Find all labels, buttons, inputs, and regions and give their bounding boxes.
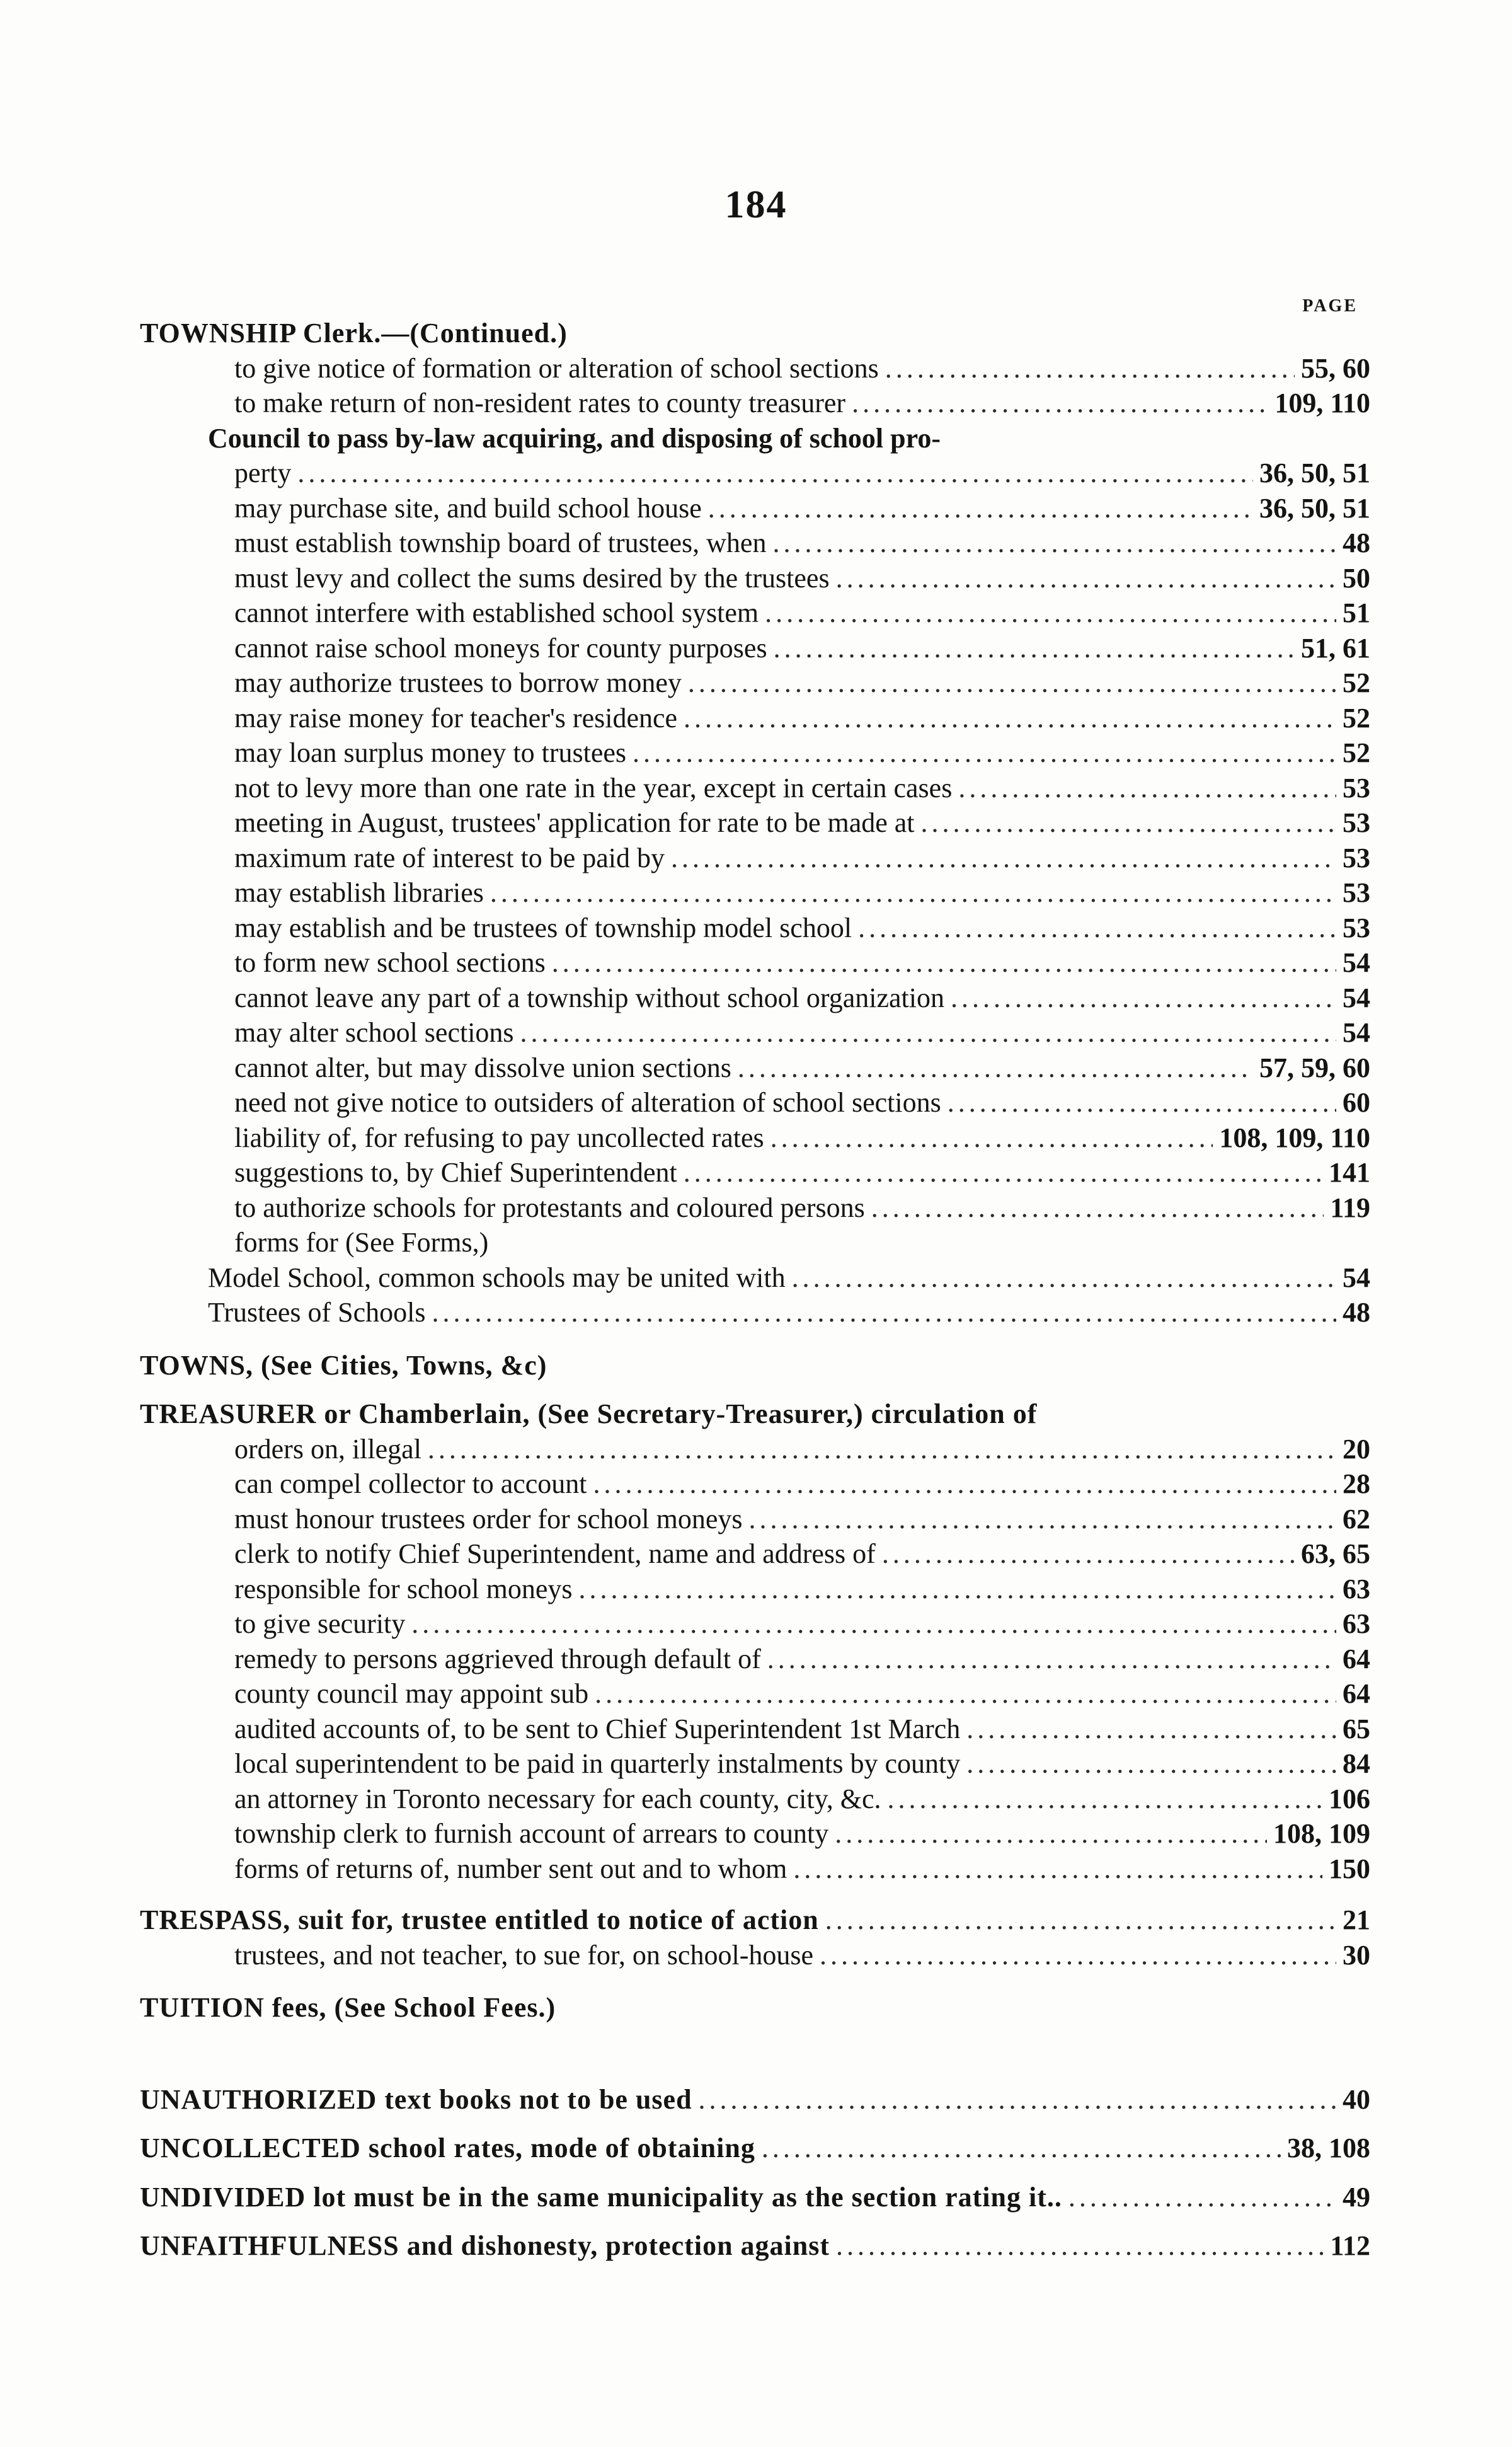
- treasurer-entry: [234, 1501, 1370, 1538]
- page-reference: 57, 59, 60: [1259, 1052, 1370, 1083]
- trustees-entry: [208, 1294, 1370, 1331]
- leader-dots: [836, 2228, 1324, 2264]
- leader-dots: [765, 595, 1336, 631]
- council-entry: [234, 805, 1370, 841]
- treasurer-entry: [234, 1816, 1370, 1852]
- entry-text: forms of returns of, number sent out and to whom: [234, 1853, 788, 1884]
- page-reference: 150: [1329, 1853, 1370, 1884]
- council-entry: [234, 700, 1370, 737]
- entry-text: meeting in August, trustees' application for rate to be made at: [234, 807, 915, 838]
- section-heading-trespass: [140, 1902, 1370, 1938]
- council-entry: [234, 630, 1370, 667]
- leader-dots: [762, 2130, 1281, 2167]
- entry-text: cannot leave any part of a township without school organization: [234, 982, 945, 1013]
- page-reference: 30: [1343, 1939, 1370, 1971]
- entry-text: can compel collector to account: [234, 1468, 587, 1499]
- leader-dots: [793, 1851, 1322, 1887]
- leader-dots: [708, 490, 1253, 527]
- treasurer-entry: [234, 1746, 1370, 1782]
- page-reference: 54: [1343, 1262, 1370, 1293]
- entry-text: to form new school sections: [234, 947, 546, 978]
- council-entry: [234, 840, 1370, 877]
- township-clerk-entry: [234, 350, 1370, 387]
- u-section-entry: [140, 2081, 1370, 2118]
- leader-dots: [772, 525, 1336, 561]
- section-heading-treasurer: [140, 1396, 1037, 1432]
- entry-text: TOWNSHIP Clerk.—(Continued.): [140, 318, 568, 348]
- entry-text: cannot interfere with established school system: [234, 597, 759, 628]
- page-reference: 53: [1343, 772, 1370, 803]
- council-heading-line: [208, 420, 941, 457]
- page-reference: 48: [1343, 1297, 1370, 1328]
- leader-dots: [490, 875, 1336, 911]
- leader-dots: [951, 980, 1336, 1016]
- entry-text: cannot raise school moneys for county purposes: [234, 632, 767, 664]
- page-reference: 54: [1343, 982, 1370, 1013]
- page-reference: 62: [1343, 1503, 1370, 1534]
- leader-dots: [887, 1781, 1322, 1817]
- leader-dots: [520, 1015, 1336, 1051]
- page-reference: 48: [1343, 527, 1370, 558]
- entry-text: Trustees of Schools: [208, 1297, 426, 1328]
- page-reference: 20: [1343, 1433, 1370, 1465]
- page-reference: 64: [1343, 1643, 1370, 1674]
- leader-dots: [428, 1431, 1336, 1468]
- council-entry: [234, 1190, 1370, 1226]
- leader-dots: [552, 945, 1336, 981]
- u-section-entry: [140, 2179, 1370, 2216]
- council-entry: [234, 945, 1370, 981]
- leader-dots: [593, 1466, 1336, 1502]
- entry-text: Model School, common schools may be united with: [208, 1262, 786, 1293]
- page-reference: 53: [1343, 842, 1370, 873]
- entry-text: may loan surplus money to trustees: [234, 737, 627, 768]
- entry-text: need not give notice to outsiders of alteration of school sections: [234, 1087, 941, 1118]
- council-entry: [234, 910, 1370, 947]
- entry-text: maximum rate of interest to be paid by: [234, 842, 665, 873]
- page-reference: 109, 110: [1274, 388, 1370, 418]
- page-reference: 52: [1343, 667, 1370, 698]
- page-reference: 36, 50, 51: [1259, 458, 1370, 488]
- entry-text: orders on, illegal: [234, 1433, 421, 1465]
- entry-text: must establish township board of trustees, when: [234, 527, 767, 558]
- treasurer-entry: [234, 1781, 1370, 1817]
- page-reference: 63: [1343, 1608, 1370, 1639]
- entry-text: TUITION fees, (See School Fees.): [140, 1992, 556, 2023]
- leader-dots: [871, 1190, 1324, 1226]
- leader-dots: [767, 1641, 1336, 1678]
- leader-dots: [852, 385, 1268, 422]
- page-reference: 65: [1343, 1713, 1370, 1744]
- leader-dots: [774, 630, 1295, 667]
- page-reference: 28: [1343, 1468, 1370, 1499]
- leader-dots: [882, 1536, 1295, 1572]
- council-entry: [234, 1154, 1370, 1191]
- entry-text: trustees, and not teacher, to sue for, on school-house: [234, 1939, 813, 1971]
- page-reference: 54: [1343, 947, 1370, 978]
- council-entry: [234, 560, 1370, 597]
- council-forms-line: [234, 1224, 488, 1261]
- entry-text: cannot alter, but may dissolve union sections: [234, 1052, 731, 1083]
- page-column-label: PAGE: [1302, 296, 1358, 316]
- page-reference: 119: [1330, 1192, 1370, 1223]
- leader-dots: [921, 805, 1336, 841]
- council-entry: [234, 1015, 1370, 1051]
- page-reference: 50: [1343, 562, 1370, 594]
- treasurer-entry: [234, 1676, 1370, 1712]
- page-reference: 108, 109, 110: [1219, 1122, 1370, 1153]
- entry-text: to give notice of formation or alteration of school sections: [234, 352, 879, 384]
- page-reference: 112: [1330, 2230, 1370, 2261]
- trespass-entry: [234, 1937, 1370, 1974]
- entry-text: not to levy more than one rate in the year, except in certain cases: [234, 772, 953, 803]
- section-heading-towns: [140, 1347, 547, 1384]
- entry-text: to give security: [234, 1608, 406, 1639]
- leader-dots: [699, 2081, 1336, 2118]
- entry-text: UNDIVIDED lot must be in the same municipality as the section rating it..: [140, 2181, 1062, 2213]
- treasurer-entry: [234, 1711, 1370, 1747]
- page-reference: 51: [1343, 597, 1370, 628]
- page-reference: 51, 61: [1301, 632, 1370, 664]
- leader-dots: [595, 1676, 1336, 1712]
- council-entry: [234, 1120, 1370, 1156]
- entry-text: may authorize trustees to borrow money: [234, 667, 682, 698]
- page-reference: 52: [1343, 702, 1370, 734]
- entry-text: UNCOLLECTED school rates, mode of obtaining: [140, 2133, 755, 2163]
- council-entry: [234, 490, 1370, 527]
- leader-dots: [1068, 2179, 1336, 2216]
- leader-dots: [858, 910, 1336, 947]
- leader-dots: [411, 1606, 1336, 1642]
- treasurer-entry: [234, 1606, 1370, 1642]
- page-reference: 52: [1343, 737, 1370, 768]
- entry-text: TRESPASS, suit for, trustee entitled to notice of action: [140, 1904, 819, 1935]
- council-entry: [234, 770, 1370, 807]
- leader-dots: [432, 1294, 1336, 1331]
- page-reference: 141: [1329, 1157, 1370, 1188]
- entry-text: responsible for school moneys: [234, 1573, 573, 1604]
- council-entry: [234, 525, 1370, 561]
- entry-text: audited accounts of, to be sent to Chief Superintendent 1st March: [234, 1713, 961, 1744]
- leader-dots: [633, 735, 1336, 771]
- section-heading-township-clerk: [140, 315, 568, 352]
- page-reference: 108, 109: [1273, 1818, 1370, 1849]
- leader-dots: [820, 1937, 1336, 1974]
- leader-dots: [684, 700, 1336, 737]
- council-entry: [234, 875, 1370, 911]
- page-reference: 64: [1343, 1678, 1370, 1709]
- model-school-entry: [208, 1260, 1370, 1296]
- page-reference: 38, 108: [1287, 2133, 1370, 2163]
- page-reference: 40: [1343, 2083, 1370, 2115]
- leader-dots: [688, 665, 1336, 701]
- entry-text: TREASURER or Chamberlain, (See Secretary-Treasurer,) circulation of: [140, 1398, 1038, 1429]
- township-clerk-entry: [234, 385, 1370, 422]
- entry-text: remedy to persons aggrieved through default of: [234, 1643, 761, 1674]
- entry-text: may purchase site, and build school house: [234, 492, 702, 524]
- entry-text: must levy and collect the sums desired by the trustees: [234, 562, 830, 594]
- leader-dots: [835, 1816, 1267, 1852]
- leader-dots: [885, 350, 1295, 387]
- leader-dots: [792, 1260, 1336, 1296]
- entry-text: may alter school sections: [234, 1017, 514, 1048]
- treasurer-entry: [234, 1851, 1370, 1887]
- council-entry: [234, 735, 1370, 771]
- entry-text: county council may appoint sub: [234, 1678, 589, 1709]
- page-reference: 21: [1343, 1904, 1370, 1935]
- entry-text: may raise money for teacher's residence: [234, 702, 678, 734]
- u-section-entry: [140, 2228, 1370, 2264]
- page-reference: 53: [1343, 912, 1370, 943]
- leader-dots: [966, 1711, 1336, 1747]
- leader-dots: [825, 1902, 1336, 1938]
- page-number: 184: [724, 183, 788, 226]
- entry-text: to make return of non-resident rates to county treasurer: [234, 388, 846, 418]
- entry-text: may establish and be trustees of township model school: [234, 912, 852, 943]
- entry-text: an attorney in Toronto necessary for each county, city, &c.: [234, 1783, 881, 1814]
- entry-text: local superintendent to be paid in quarterly instalments by county: [234, 1748, 961, 1779]
- entry-text: UNAUTHORIZED text books not to be used: [140, 2083, 692, 2115]
- council-entry: [234, 595, 1370, 631]
- page-reference: 53: [1343, 807, 1370, 838]
- leader-dots: [738, 1050, 1253, 1086]
- entry-text: liability of, for refusing to pay uncollected rates: [234, 1122, 764, 1153]
- u-section-entry: [140, 2130, 1370, 2167]
- council-entry: [234, 980, 1370, 1016]
- page-reference: 63, 65: [1301, 1538, 1370, 1569]
- entry-text: Council to pass by-law acquiring, and disposing of school pro-: [208, 422, 941, 454]
- page-reference: 106: [1329, 1783, 1370, 1814]
- leader-dots: [749, 1501, 1336, 1538]
- page-reference: 53: [1343, 877, 1370, 908]
- treasurer-entry: [234, 1466, 1370, 1502]
- entry-text: suggestions to, by Chief Superintendent: [234, 1157, 677, 1188]
- entry-text: forms for (See Forms,): [234, 1227, 489, 1258]
- leader-dots: [948, 1085, 1336, 1121]
- entry-text: township clerk to furnish account of arrears to county: [234, 1818, 829, 1849]
- entry-text: clerk to notify Chief Superintendent, name and address of: [234, 1538, 876, 1569]
- entry-text: to authorize schools for protestants and coloured persons: [234, 1192, 865, 1223]
- page-reference: 60: [1343, 1087, 1370, 1118]
- entry-text: UNFAITHFULNESS and dishonesty, protection against: [140, 2230, 830, 2261]
- leader-dots: [770, 1120, 1213, 1156]
- section-heading-tuition: [140, 1989, 556, 2026]
- council-heading-continuation: [234, 455, 1370, 492]
- leader-dots: [958, 770, 1336, 807]
- entry-text: may establish libraries: [234, 877, 484, 908]
- council-entry: [234, 1050, 1370, 1086]
- leader-dots: [684, 1154, 1322, 1191]
- treasurer-entry: [234, 1641, 1370, 1678]
- leader-dots: [297, 455, 1253, 492]
- entry-text: perty: [234, 458, 292, 488]
- page-reference: 54: [1343, 1017, 1370, 1048]
- treasurer-entry: [234, 1536, 1370, 1572]
- leader-dots: [836, 560, 1336, 597]
- treasurer-entry: [234, 1431, 1370, 1468]
- page-reference: 49: [1343, 2181, 1370, 2213]
- page-reference: 55, 60: [1301, 352, 1370, 384]
- entry-text: must honour trustees order for school moneys: [234, 1503, 743, 1534]
- page-reference: 36, 50, 51: [1259, 492, 1370, 524]
- leader-dots: [966, 1746, 1336, 1782]
- leader-dots: [578, 1571, 1336, 1608]
- treasurer-entry: [234, 1571, 1370, 1608]
- council-entry: [234, 665, 1370, 701]
- leader-dots: [671, 840, 1336, 877]
- council-entry: [234, 1085, 1370, 1121]
- page-reference: 63: [1343, 1573, 1370, 1604]
- page-reference: 84: [1343, 1748, 1370, 1779]
- entry-text: TOWNS, (See Cities, Towns, &c): [140, 1349, 547, 1381]
